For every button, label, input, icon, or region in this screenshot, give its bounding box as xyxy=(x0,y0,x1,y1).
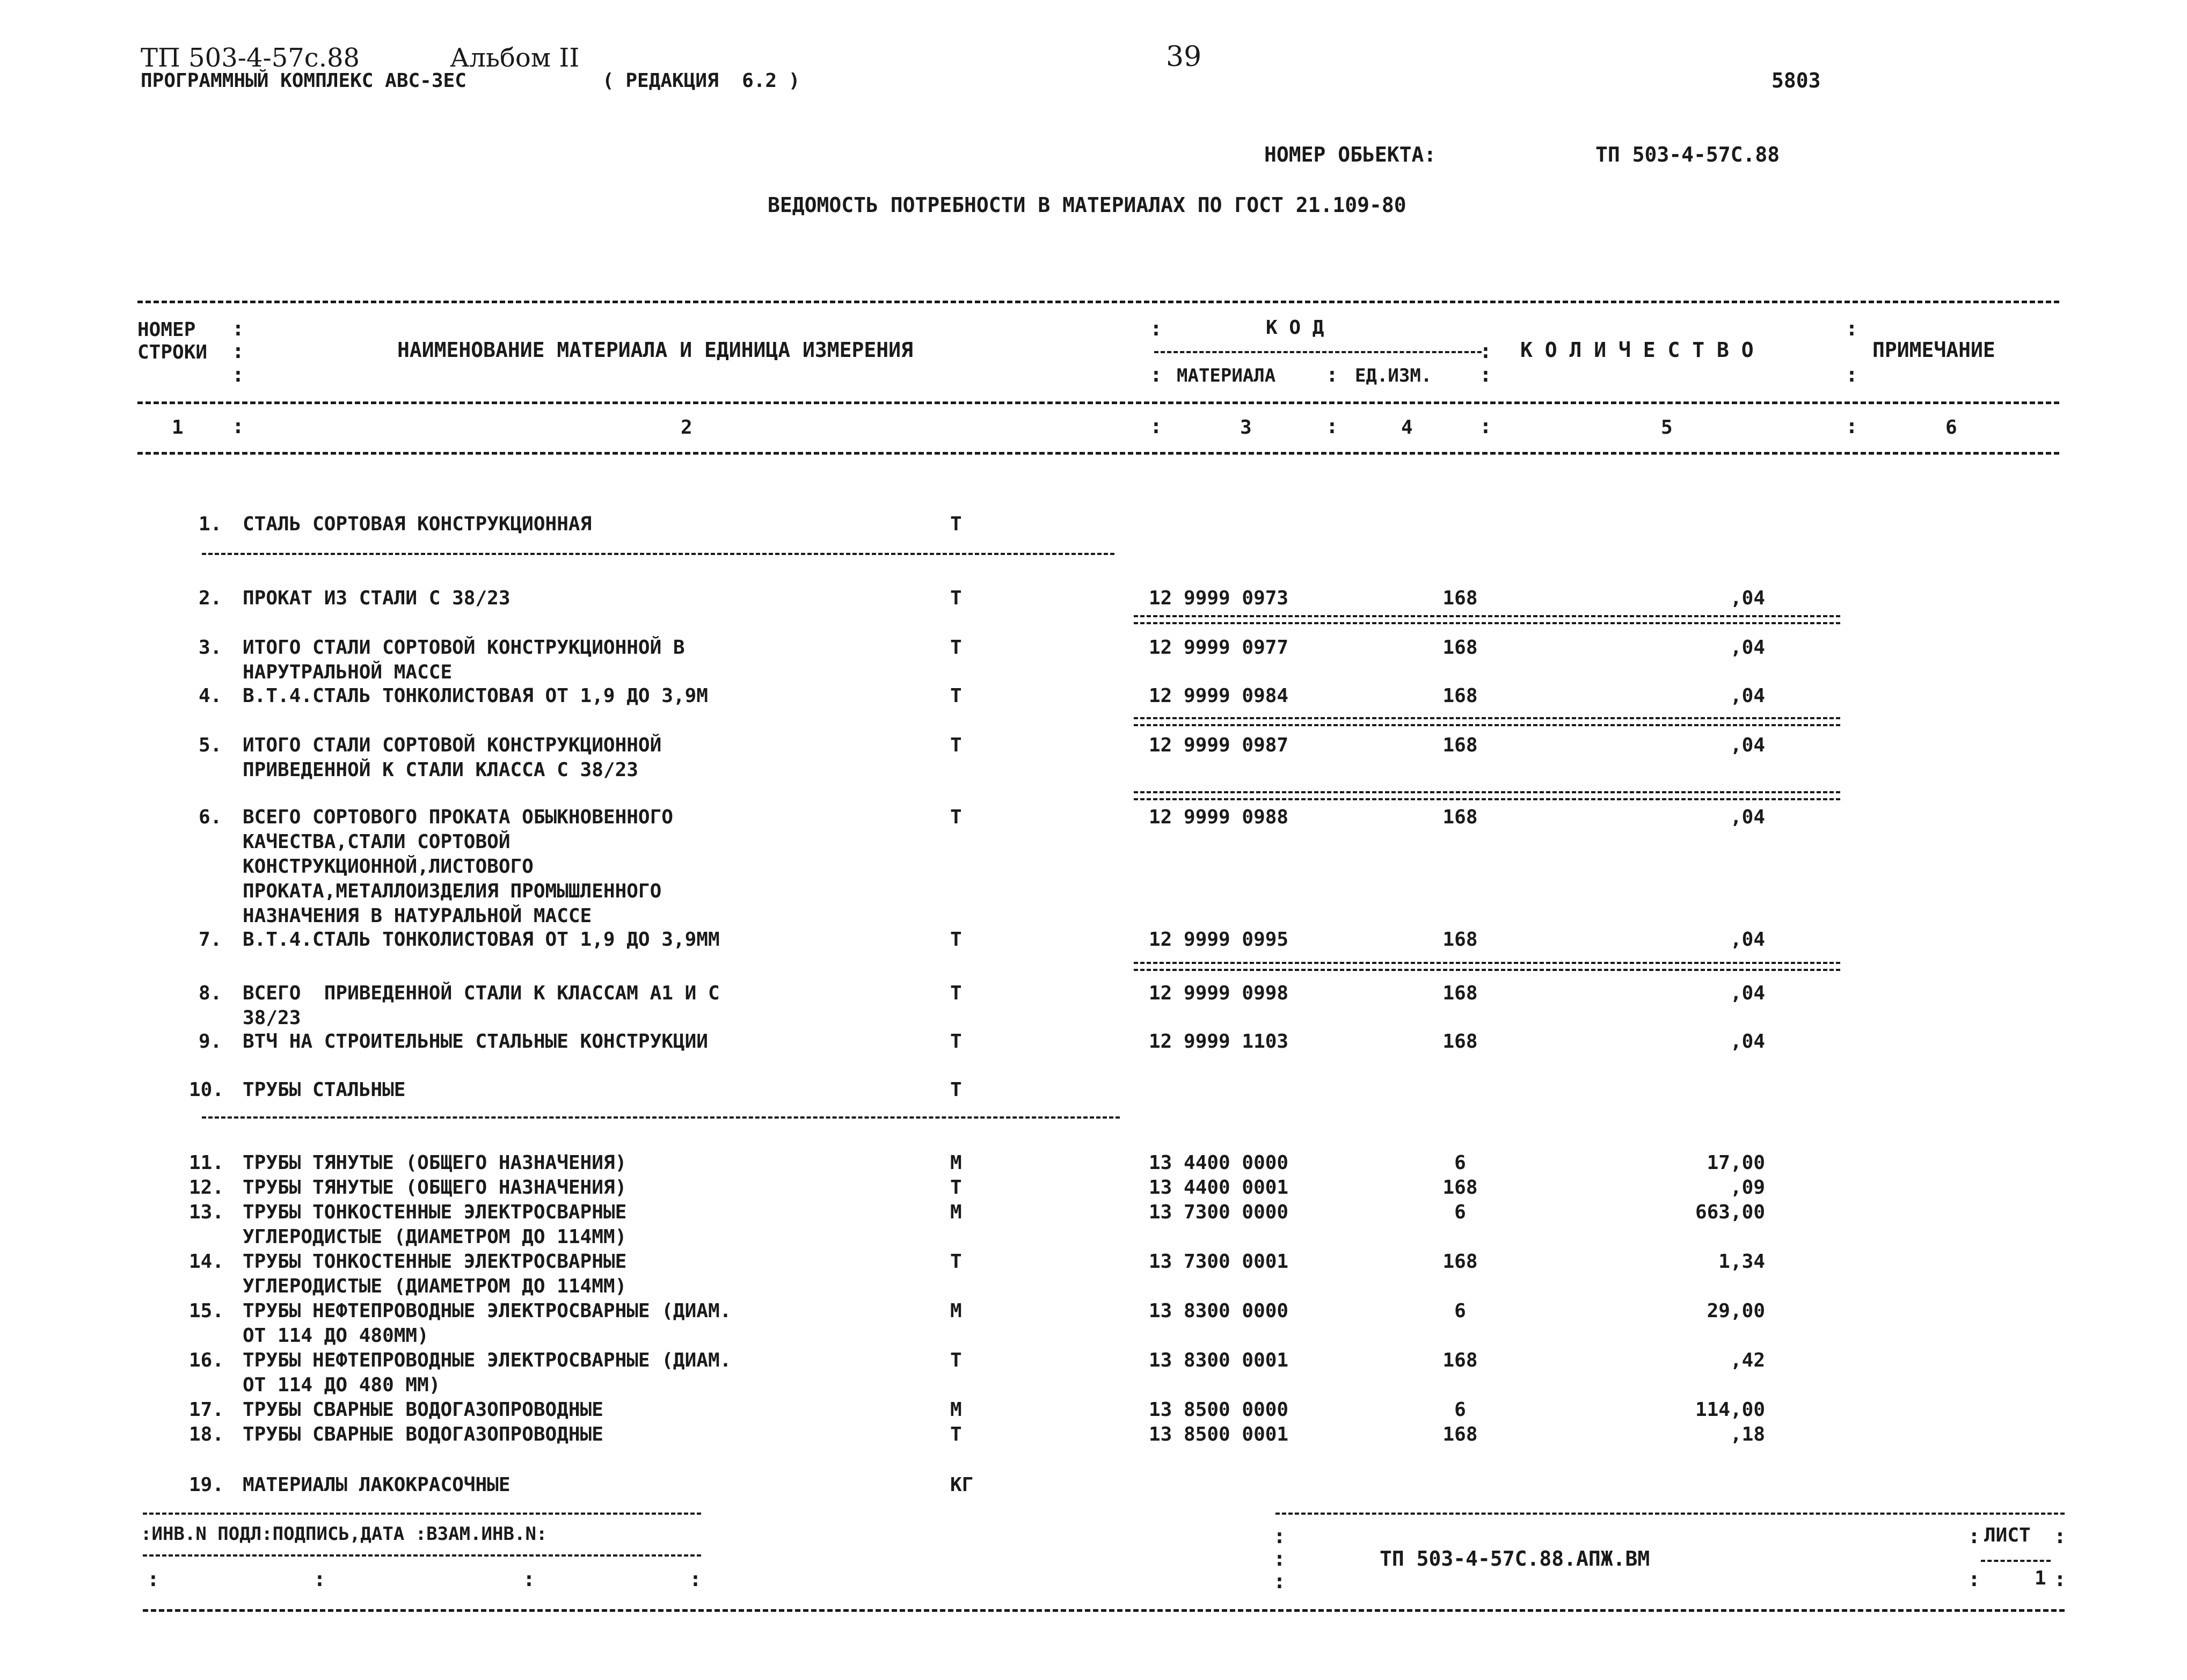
material-name-line: ПРОКАТА,МЕТАЛЛОИЗДЕЛИЯ ПРОМЫШЛЕННОГО xyxy=(243,880,662,902)
header-quantity: К О Л И Ч Е С Т В О xyxy=(1520,338,1754,362)
material-name-line: ВСЕГО СОРТОВОГО ПРОКАТА ОБЫКНОВЕННОГО xyxy=(243,806,673,828)
row-number: 5. xyxy=(199,734,222,756)
material-name-line: ПРИВЕДЕННОЙ К СТАЛИ КЛАССА С 38/23 xyxy=(243,759,638,781)
unit-of-measure: Т xyxy=(950,685,962,707)
quantity-value: ,04 xyxy=(1730,637,1765,659)
material-name-line: ВТЧ НА СТРОИТЕЛЬНЫЕ СТАЛЬНЫЕ КОНСТРУКЦИИ xyxy=(243,1031,708,1053)
header-row-number-2: СТРОКИ xyxy=(137,341,208,363)
unit-code: 168 xyxy=(1442,806,1478,828)
material-code: 12 9999 0977 xyxy=(1149,637,1289,659)
unit-code: 168 xyxy=(1442,982,1478,1004)
table-colnum-rule xyxy=(137,452,2059,455)
unit-of-measure: М xyxy=(950,1152,962,1174)
material-name-line: ТРУБЫ НЕФТЕПРОВОДНЫЕ ЭЛЕКТРОСВАРНЫЕ (ДИАМ. xyxy=(243,1349,732,1371)
sheet-number: 1 xyxy=(2035,1567,2046,1589)
material-code: 13 4400 0000 xyxy=(1149,1152,1289,1174)
material-name-line: ТРУБЫ ТОНКОСТЕННЫЕ ЭЛЕКТРОСВАРНЫЕ xyxy=(243,1201,627,1223)
stamp-left-top-rule xyxy=(143,1513,701,1515)
quantity-value: ,42 xyxy=(1730,1349,1765,1371)
section-rule-10 xyxy=(202,1116,1120,1119)
row-number: 17. xyxy=(189,1399,224,1421)
material-name-line: 38/23 xyxy=(243,1007,301,1029)
unit-code: 168 xyxy=(1442,1349,1478,1371)
col-number-3: 3 xyxy=(1240,417,1252,439)
unit-of-measure: М xyxy=(950,1399,962,1421)
subtotal-rule-5 xyxy=(1134,791,1840,800)
material-code: 13 8300 0001 xyxy=(1149,1349,1289,1371)
sheet-label: ЛИСТ xyxy=(1984,1524,2031,1546)
row-number: 3. xyxy=(199,637,222,659)
material-name-line: ПРОКАТ ИЗ СТАЛИ С 38/23 xyxy=(243,587,511,609)
stamp-right-top-rule xyxy=(1275,1513,2065,1515)
material-name-line: УГЛЕРОДИСТЫЕ (ДИАМЕТРОМ ДО 114ММ) xyxy=(243,1275,627,1297)
object-number-label: НОМЕР ОБЬЕКТА: xyxy=(1264,143,1437,166)
material-name-line: МАТЕРИАЛЫ ЛАКОКРАСОЧНЫЕ xyxy=(243,1474,511,1496)
unit-code: 168 xyxy=(1442,685,1478,707)
table-top-rule xyxy=(137,301,2059,303)
material-name-line: НАЗНАЧЕНИЯ В НАТУРАЛЬНОЙ МАССЕ xyxy=(243,905,592,927)
subtotal-rule-2 xyxy=(1134,615,1840,624)
material-code: 12 9999 0987 xyxy=(1149,734,1289,756)
material-name-line: ТРУБЫ НЕФТЕПРОВОДНЫЕ ЭЛЕКТРОСВАРНЫЕ (ДИАМ. xyxy=(243,1300,732,1322)
unit-code: 168 xyxy=(1442,929,1478,951)
subtotal-rule-7 xyxy=(1134,962,1840,971)
row-number: 19. xyxy=(189,1474,224,1496)
material-name-line: ИТОГО СТАЛИ СОРТОВОЙ КОНСТРУКЦИОННОЙ xyxy=(243,734,662,756)
row-number: 7. xyxy=(199,929,222,951)
header-row-number-1: НОМЕР xyxy=(137,319,196,341)
page-number: 39 xyxy=(1166,41,1202,73)
header-code-material: МАТЕРИАЛА xyxy=(1177,365,1276,386)
unit-of-measure: Т xyxy=(950,1349,962,1371)
quantity-value: ,04 xyxy=(1730,734,1765,756)
row-number: 11. xyxy=(189,1152,224,1174)
edition-label: ( РЕДАКЦИЯ 6.2 ) xyxy=(602,70,800,92)
col-number-2: 2 xyxy=(681,417,692,439)
material-name-line: ТРУБЫ СТАЛЬНЫЕ xyxy=(243,1079,406,1101)
row-number: 15. xyxy=(189,1300,224,1322)
unit-code: 6 xyxy=(1454,1152,1466,1174)
material-code: 13 4400 0001 xyxy=(1149,1177,1289,1199)
row-number: 16. xyxy=(189,1349,224,1371)
row-number: 10. xyxy=(189,1079,224,1101)
col-number-5: 5 xyxy=(1661,417,1673,439)
sheet-split-rule xyxy=(1981,1560,2051,1562)
quantity-value: 17,00 xyxy=(1707,1152,1765,1174)
row-number: 4. xyxy=(199,685,222,707)
header-code-group: К О Д xyxy=(1266,317,1324,339)
stamp-labels: :ИНВ.N ПОДЛ:ПОДПИСЬ,ДАТА :ВЗАМ.ИНВ.N: xyxy=(141,1523,548,1545)
quantity-value: ,04 xyxy=(1730,806,1765,828)
unit-of-measure: Т xyxy=(950,929,962,951)
unit-code: 6 xyxy=(1454,1399,1466,1421)
header-note: ПРИМЕЧАНИЕ xyxy=(1872,338,1995,362)
subtotal-rule-4 xyxy=(1134,717,1840,726)
unit-code: 168 xyxy=(1442,587,1478,609)
material-code: 13 8500 0001 xyxy=(1149,1423,1289,1445)
footer-doc-code: ТП 503-4-57С.88.АПЖ.ВМ xyxy=(1380,1547,1650,1571)
quantity-value: ,04 xyxy=(1730,685,1765,707)
row-number: 18. xyxy=(189,1423,224,1445)
material-code: 13 7300 0000 xyxy=(1149,1201,1289,1223)
row-number: 1. xyxy=(199,513,222,535)
quantity-value: ,04 xyxy=(1730,1031,1765,1053)
unit-of-measure: Т xyxy=(950,806,962,828)
material-code: 13 8500 0000 xyxy=(1149,1399,1289,1421)
quantity-value: ,18 xyxy=(1730,1423,1765,1445)
row-number: 2. xyxy=(199,587,222,609)
unit-of-measure: КГ xyxy=(950,1474,974,1496)
material-name-line: ТРУБЫ ТЯНУТЫЕ (ОБЩЕГО НАЗНАЧЕНИЯ) xyxy=(243,1177,627,1199)
unit-code: 6 xyxy=(1454,1300,1466,1322)
material-name-line: ТРУБЫ СВАРНЫЕ ВОДОГАЗОПРОВОДНЫЕ xyxy=(243,1423,603,1445)
unit-of-measure: Т xyxy=(950,734,962,756)
material-name-line: ИТОГО СТАЛИ СОРТОВОЙ КОНСТРУКЦИОННОЙ В xyxy=(243,637,685,659)
material-name-line: ТРУБЫ ТОНКОСТЕННЫЕ ЭЛЕКТРОСВАРНЫЕ xyxy=(243,1251,627,1273)
table-header-rule xyxy=(137,401,2059,404)
quantity-value: ,04 xyxy=(1730,587,1765,609)
unit-of-measure: Т xyxy=(950,513,962,535)
quantity-value: 29,00 xyxy=(1707,1300,1765,1322)
material-name-line: ТРУБЫ СВАРНЫЕ ВОДОГАЗОПРОВОДНЫЕ xyxy=(243,1399,603,1421)
material-code: 12 9999 0984 xyxy=(1149,685,1289,707)
row-number: 8. xyxy=(199,982,222,1004)
col-number-1: 1 xyxy=(172,417,184,439)
unit-of-measure: Т xyxy=(950,982,962,1004)
unit-of-measure: Т xyxy=(950,1251,962,1273)
material-name-line: УГЛЕРОДИСТЫЕ (ДИАМЕТРОМ ДО 114ММ) xyxy=(243,1226,627,1248)
row-number: 6. xyxy=(199,806,222,828)
unit-of-measure: М xyxy=(950,1201,962,1223)
quantity-value: ,04 xyxy=(1730,929,1765,951)
document-number: 5803 xyxy=(1772,69,1821,92)
quantity-value: 114,00 xyxy=(1695,1399,1765,1421)
material-code: 12 9999 0995 xyxy=(1149,929,1289,951)
code-split-rule xyxy=(1154,351,1482,353)
header-code-unit: ЕД.ИЗМ. xyxy=(1355,365,1432,386)
material-code: 13 8300 0000 xyxy=(1149,1300,1289,1322)
quantity-value: 663,00 xyxy=(1695,1201,1765,1223)
material-name-line: В.Т.4.СТАЛЬ ТОНКОЛИСТОВАЯ ОТ 1,9 ДО 3,9ММ xyxy=(243,929,720,951)
material-code: 12 9999 1103 xyxy=(1149,1031,1289,1053)
album-label: Альбом II xyxy=(450,43,580,73)
material-name-line: КАЧЕСТВА,СТАЛИ СОРТОВОЙ xyxy=(243,831,511,853)
quantity-value: 1,34 xyxy=(1718,1251,1765,1273)
material-name-line: ТРУБЫ ТЯНУТЫЕ (ОБЩЕГО НАЗНАЧЕНИЯ) xyxy=(243,1152,627,1174)
row-number: 14. xyxy=(189,1251,224,1273)
col-number-6: 6 xyxy=(1945,417,1957,439)
unit-code: 6 xyxy=(1454,1201,1466,1223)
page-title: ВЕДОМОСТЬ ПОТРЕБНОСТИ В МАТЕРИАЛАХ ПО ГОСТ 21.109-80 xyxy=(768,193,1406,217)
material-code: 12 9999 0973 xyxy=(1149,587,1289,609)
unit-of-measure: М xyxy=(950,1300,962,1322)
material-code: 13 7300 0001 xyxy=(1149,1251,1289,1273)
row-number: 13. xyxy=(189,1201,224,1223)
row-number: 12. xyxy=(189,1177,224,1199)
material-name-line: КОНСТРУКЦИОННОЙ,ЛИСТОВОГО xyxy=(243,856,534,878)
unit-code: 168 xyxy=(1442,734,1478,756)
section-rule-1 xyxy=(202,553,1114,555)
material-name-line: СТАЛЬ СОРТОВАЯ КОНСТРУКЦИОННАЯ xyxy=(243,513,592,535)
material-name-line: В.Т.4.СТАЛЬ ТОНКОЛИСТОВАЯ ОТ 1,9 ДО 3,9М xyxy=(243,685,708,707)
stamp-left-mid-rule xyxy=(143,1554,701,1557)
unit-of-measure: Т xyxy=(950,1177,962,1199)
page-bottom-rule xyxy=(143,1609,2065,1612)
unit-code: 168 xyxy=(1442,1031,1478,1053)
col-number-4: 4 xyxy=(1401,417,1413,439)
unit-of-measure: Т xyxy=(950,587,962,609)
unit-of-measure: Т xyxy=(950,637,962,659)
material-name-line: НАРУТРАЛЬНОЙ МАССЕ xyxy=(243,661,453,683)
quantity-value: ,09 xyxy=(1730,1177,1765,1199)
material-name-line: ОТ 114 ДО 480ММ) xyxy=(243,1325,429,1347)
material-name-line: ВСЕГО ПРИВЕДЕННОЙ СТАЛИ К КЛАССАМ А1 И С xyxy=(243,982,720,1004)
unit-code: 168 xyxy=(1442,1423,1478,1445)
unit-code: 168 xyxy=(1442,1177,1478,1199)
unit-code: 168 xyxy=(1442,637,1478,659)
material-code: 12 9999 0998 xyxy=(1149,982,1289,1004)
unit-of-measure: Т xyxy=(950,1079,962,1101)
object-number-value: ТП 503-4-57С.88 xyxy=(1595,143,1780,166)
doc-reference: ТП 503-4-57с.88 xyxy=(141,43,360,73)
unit-of-measure: Т xyxy=(950,1423,962,1445)
unit-code: 168 xyxy=(1442,1251,1478,1273)
unit-of-measure: Т xyxy=(950,1031,962,1053)
row-number: 9. xyxy=(199,1031,222,1053)
quantity-value: ,04 xyxy=(1730,982,1765,1004)
header-name-column: НАИМЕНОВАНИЕ МАТЕРИАЛА И ЕДИНИЦА ИЗМЕРЕНИЯ xyxy=(397,338,913,362)
material-name-line: ОТ 114 ДО 480 ММ) xyxy=(243,1374,441,1396)
material-code: 12 9999 0988 xyxy=(1149,806,1289,828)
software-label: ПРОГРАММНЫЙ КОМПЛЕКС АВС-ЗЕС xyxy=(141,70,466,92)
